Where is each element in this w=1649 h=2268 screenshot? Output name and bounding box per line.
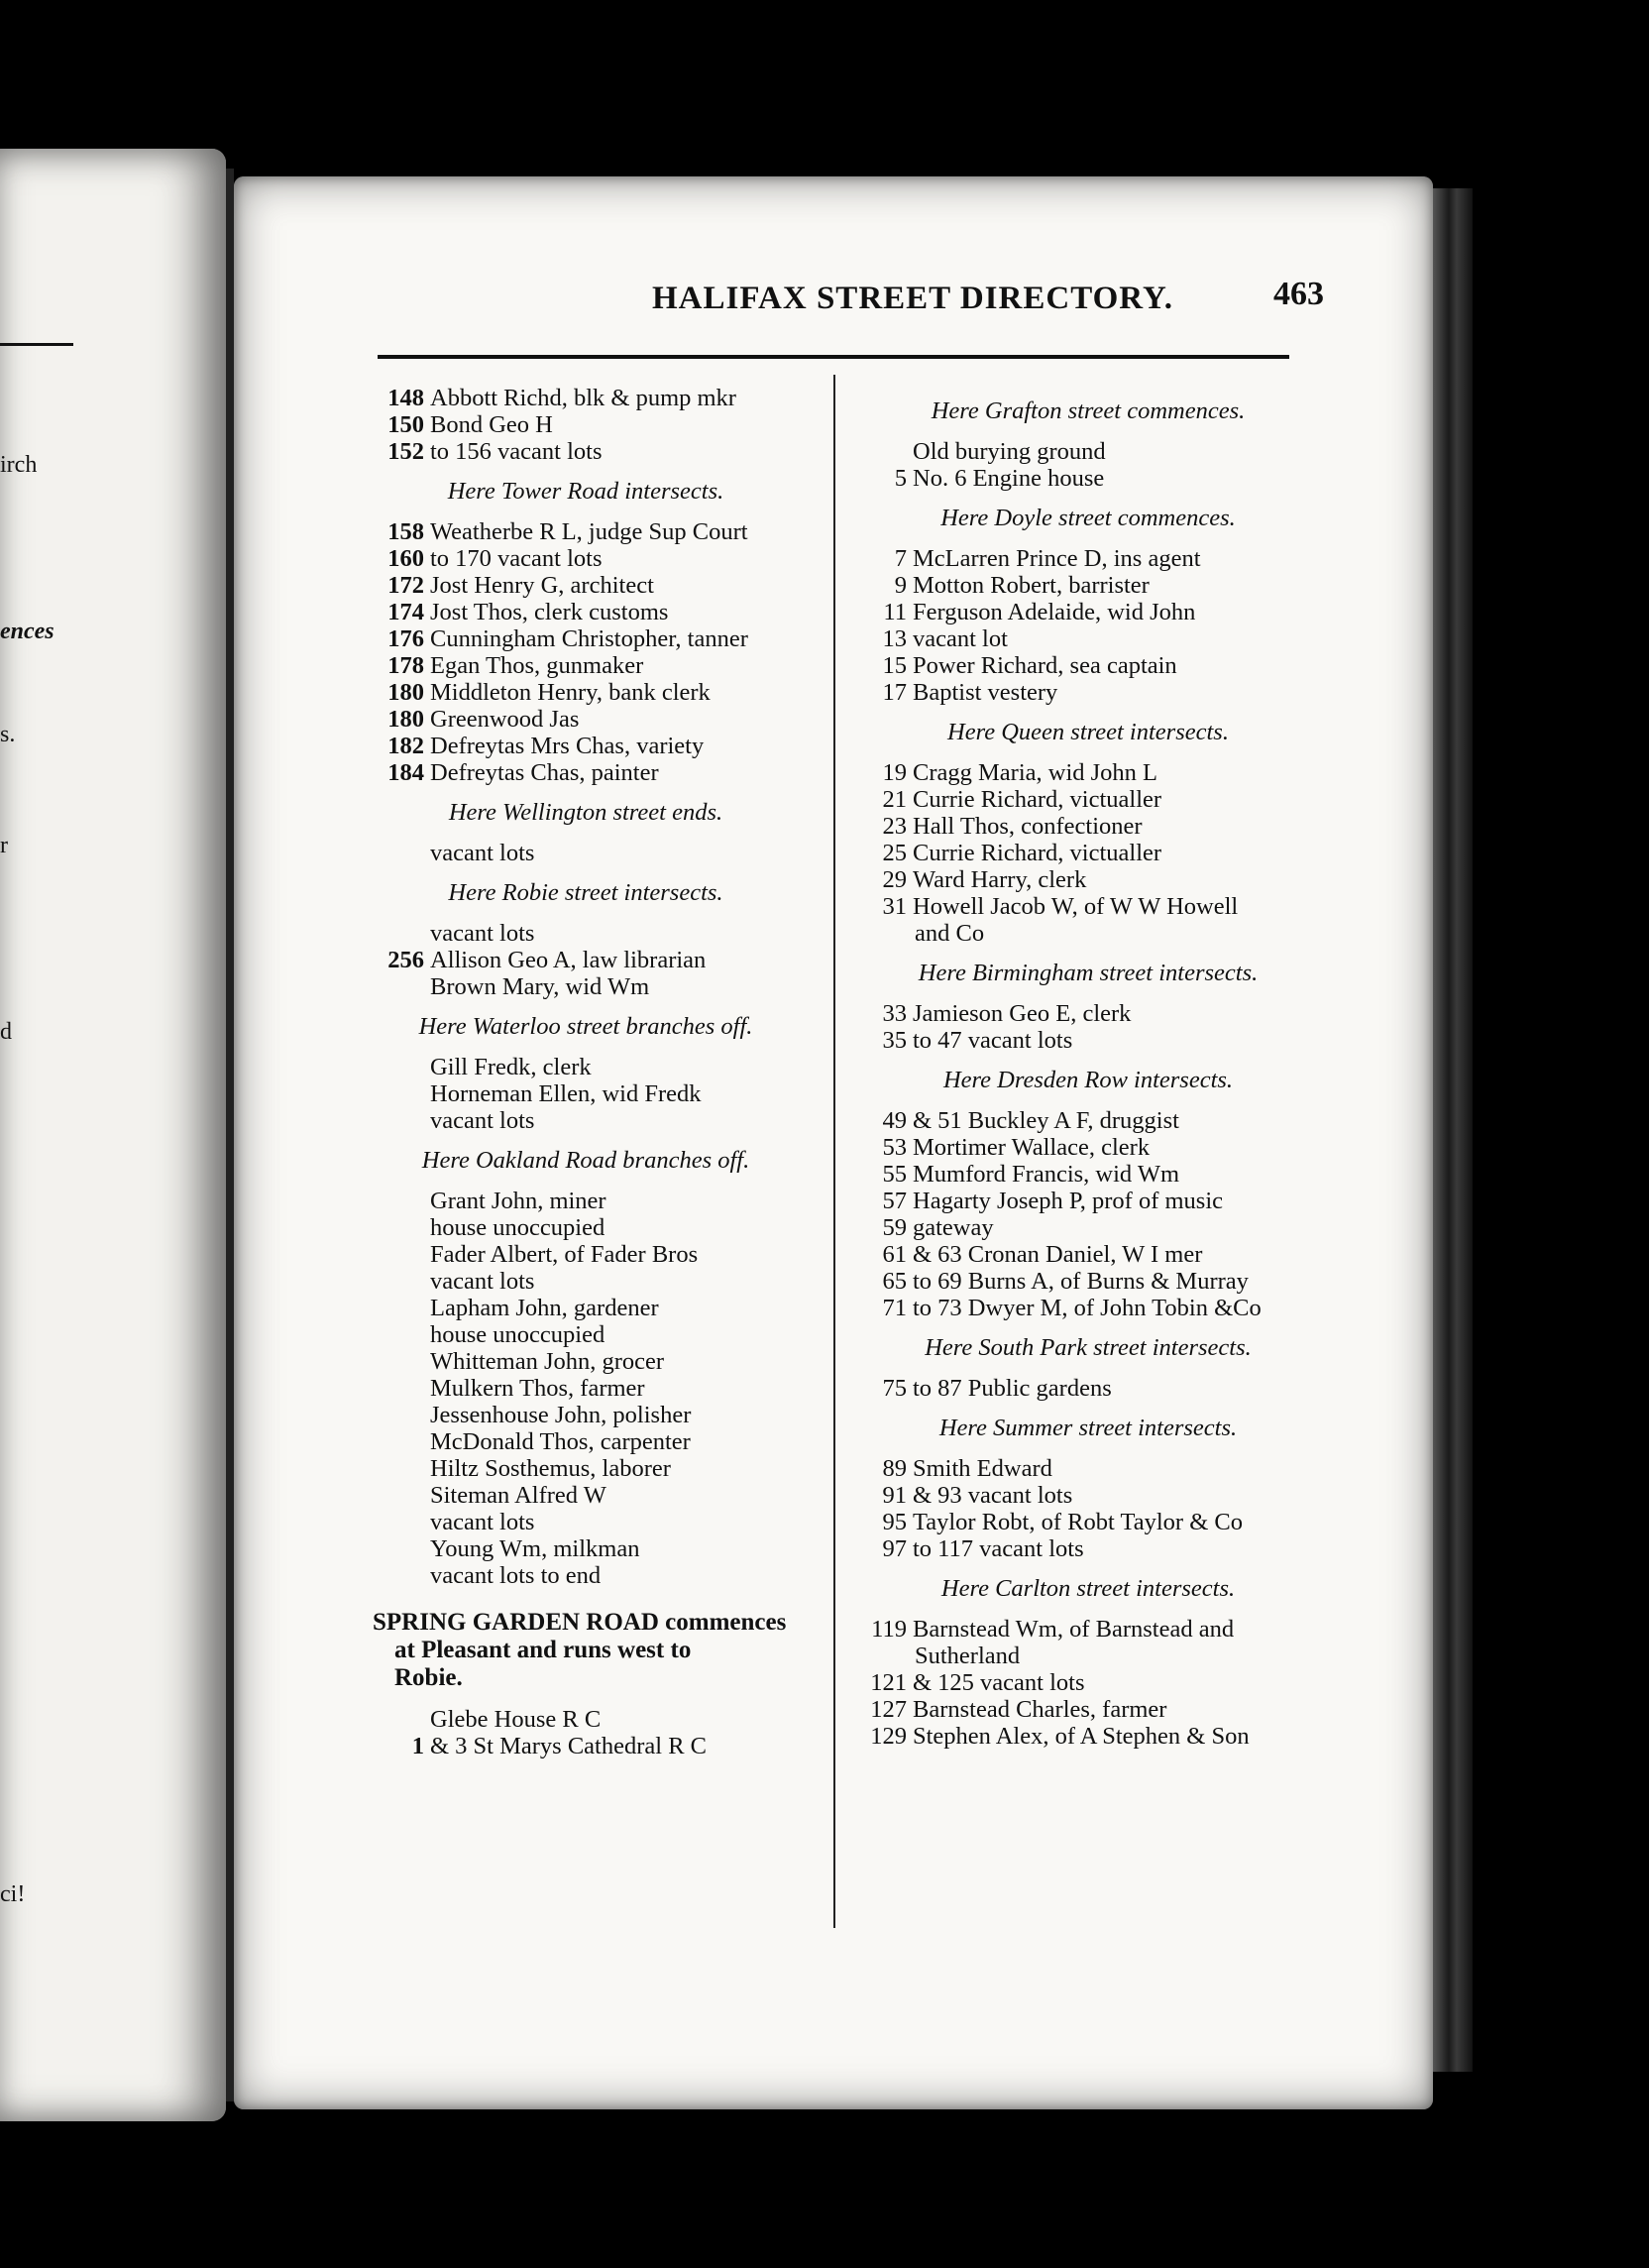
announcement-line: SPRING GARDEN ROAD commences: [373, 1609, 787, 1636]
directory-entry: [373, 518, 799, 545]
resident-name: Greenwood Jas: [430, 706, 580, 733]
directory-entry: [855, 545, 1321, 572]
directory-entry: [855, 1455, 1321, 1482]
directory-entry: Hiltz Sosthemus, laborer: [430, 1455, 671, 1482]
house-number: 184: [387, 759, 424, 786]
house-number: 65: [882, 1268, 907, 1295]
resident-name: to 47 vacant lots: [913, 1027, 1073, 1054]
resident-name: Egan Thos, gunmaker: [430, 652, 644, 679]
directory-entry: [373, 733, 799, 759]
left-column: [373, 385, 799, 1759]
directory-entry: [855, 1482, 1321, 1509]
directory-entry: [373, 411, 799, 438]
street-note: Here Robie street intersects.: [448, 879, 723, 906]
directory-entry: [855, 1616, 1321, 1643]
house-number: 23: [882, 813, 907, 840]
directory-entry: [373, 438, 799, 465]
resident-name: & 63 Cronan Daniel, W I mer: [913, 1241, 1203, 1268]
directory-entry: [373, 599, 799, 625]
directory-entry: [855, 652, 1321, 679]
directory-entry: [855, 1268, 1321, 1295]
directory-entry: house unoccupied: [430, 1214, 605, 1241]
resident-name: & 51 Buckley A F, druggist: [913, 1107, 1179, 1134]
house-number: 1: [411, 1733, 424, 1759]
street-note: Here Waterloo street branches off.: [418, 1013, 753, 1040]
directory-entry: [373, 759, 799, 786]
resident-name: Jost Thos, clerk customs: [430, 599, 669, 625]
directory-entry: [373, 947, 799, 973]
house-number: 119: [871, 1616, 907, 1643]
street-note: Here Tower Road intersects.: [447, 478, 724, 505]
house-number: 55: [882, 1161, 907, 1188]
house-number: 172: [387, 572, 424, 599]
resident-name: Hagarty Joseph P, prof of music: [913, 1188, 1224, 1214]
left-page-rule: [0, 343, 73, 346]
house-number: 150: [387, 411, 424, 438]
resident-name: Middleton Henry, bank clerk: [430, 679, 711, 706]
book-spine: [226, 169, 234, 2101]
directory-entry: [373, 679, 799, 706]
left-page-text-fragment: r: [0, 833, 8, 858]
house-number: 148: [387, 385, 424, 411]
directory-entry: [373, 652, 799, 679]
resident-name: Motton Robert, barrister: [913, 572, 1150, 599]
house-number: 59: [882, 1214, 907, 1241]
house-number: 97: [882, 1535, 907, 1562]
resident-name: Ward Harry, clerk: [913, 866, 1087, 893]
announcement-line: at Pleasant and runs west to: [394, 1637, 692, 1663]
left-page-text-fragment: ences: [0, 619, 55, 644]
resident-name: No. 6 Engine house: [913, 465, 1105, 492]
house-number: 95: [882, 1509, 907, 1535]
house-number: 174: [387, 599, 424, 625]
directory-entry: [855, 866, 1321, 893]
directory-entry: vacant lots to end: [430, 1562, 602, 1589]
resident-name: Currie Richard, victualler: [913, 840, 1162, 866]
directory-entry: [855, 1000, 1321, 1027]
house-number: 127: [870, 1696, 907, 1723]
house-number: 160: [387, 545, 424, 572]
house-number: 89: [882, 1455, 907, 1482]
directory-entry: Mulkern Thos, farmer: [430, 1375, 645, 1402]
street-note: Here Grafton street commences.: [931, 397, 1246, 424]
house-number: 33: [882, 1000, 907, 1027]
resident-name: Jamieson Geo E, clerk: [913, 1000, 1132, 1027]
directory-entry: [855, 1509, 1321, 1535]
resident-name: vacant lot: [913, 625, 1008, 652]
directory-entry: [373, 385, 799, 411]
house-number: 31: [882, 893, 907, 920]
directory-entry: [855, 893, 1321, 920]
house-number: 11: [883, 599, 907, 625]
house-number: 21: [882, 786, 907, 813]
house-number: 129: [870, 1723, 907, 1750]
directory-entry: [855, 1535, 1321, 1562]
directory-entry: [373, 625, 799, 652]
resident-name: Power Richard, sea captain: [913, 652, 1177, 679]
street-note: Here Birmingham street intersects.: [918, 960, 1259, 986]
column-divider: [833, 375, 835, 1928]
directory-entry: [855, 625, 1321, 652]
resident-name: Taylor Robt, of Robt Taylor & Co: [913, 1509, 1243, 1535]
house-number: 35: [882, 1027, 907, 1054]
left-page-text-fragment: ci!: [0, 1881, 26, 1907]
directory-entry: [855, 465, 1321, 492]
page-number: 463: [1273, 276, 1324, 312]
street-announcement: [373, 1609, 838, 1692]
resident-name: Barnstead Charles, farmer: [913, 1696, 1167, 1723]
resident-name: Cragg Maria, wid John L: [913, 759, 1157, 786]
house-number: 71: [882, 1295, 907, 1321]
resident-name: & 3 St Marys Cathedral R C: [430, 1733, 708, 1759]
right-column: [855, 385, 1321, 1750]
house-number: 176: [387, 625, 424, 652]
resident-name: Smith Edward: [913, 1455, 1052, 1482]
directory-entry: vacant lots: [430, 840, 535, 866]
house-number: 25: [882, 840, 907, 866]
resident-name: Weatherbe R L, judge Sup Court: [430, 518, 748, 545]
resident-name: Allison Geo A, law librarian: [430, 947, 707, 973]
street-note: Here South Park street intersects.: [925, 1334, 1252, 1361]
directory-entry: [855, 1134, 1321, 1161]
directory-entry: [855, 1375, 1321, 1402]
house-number: 15: [882, 652, 907, 679]
resident-name: Jost Henry G, architect: [430, 572, 654, 599]
directory-entry: Lapham John, gardener: [430, 1295, 659, 1321]
resident-name: McLarren Prince D, ins agent: [913, 545, 1201, 572]
street-note: Here Carlton street intersects.: [940, 1575, 1236, 1602]
street-note: Here Summer street intersects.: [938, 1415, 1238, 1441]
left-page-fragment: [0, 149, 226, 2121]
resident-name: & 125 vacant lots: [913, 1669, 1085, 1696]
street-note: Here Queen street intersects.: [947, 719, 1229, 745]
resident-name: Bond Geo H: [430, 411, 553, 438]
house-number: 256: [387, 947, 424, 973]
house-number: 9: [894, 572, 907, 599]
resident-name: to 117 vacant lots: [913, 1535, 1084, 1562]
directory-entry: Fader Albert, of Fader Bros: [430, 1241, 699, 1268]
directory-entry: vacant lots: [430, 920, 535, 947]
resident-name: & 93 vacant lots: [913, 1482, 1073, 1509]
house-number: 17: [882, 679, 907, 706]
resident-name: to 170 vacant lots: [430, 545, 603, 572]
house-number: 49: [882, 1107, 907, 1134]
directory-entry-continuation: Sutherland: [915, 1643, 1021, 1669]
directory-entry: house unoccupied: [430, 1321, 605, 1348]
directory-entry: Glebe House R C: [430, 1706, 602, 1733]
directory-entry: [855, 599, 1321, 625]
resident-name: Baptist vestery: [913, 679, 1058, 706]
house-number: 57: [882, 1188, 907, 1214]
resident-name: Defreytas Mrs Chas, variety: [430, 733, 705, 759]
house-number: 61: [882, 1241, 907, 1268]
house-number: 5: [894, 465, 907, 492]
house-number: 180: [387, 706, 424, 733]
announcement-line: Robie.: [394, 1664, 463, 1691]
directory-entry: vacant lots: [430, 1268, 535, 1295]
house-number: 178: [387, 652, 424, 679]
directory-entry: Gill Fredk, clerk: [430, 1054, 592, 1080]
directory-entry: [855, 1723, 1321, 1750]
page-edge: [1433, 188, 1473, 2072]
directory-entry: [855, 840, 1321, 866]
resident-name: Ferguson Adelaide, wid John: [913, 599, 1196, 625]
directory-entry: [373, 1733, 799, 1759]
directory-entry: [855, 786, 1321, 813]
directory-entry-continuation: and Co: [915, 920, 985, 947]
resident-name: to 87 Public gardens: [913, 1375, 1112, 1402]
street-note: Here Wellington street ends.: [448, 799, 723, 826]
house-number: 158: [387, 518, 424, 545]
resident-name: Abbott Richd, blk & pump mkr: [430, 385, 736, 411]
directory-entry: vacant lots: [430, 1509, 535, 1535]
house-number: 152: [387, 438, 424, 465]
directory-entry: vacant lots: [430, 1107, 535, 1134]
resident-name: gateway: [913, 1214, 994, 1241]
directory-entry: [855, 1161, 1321, 1188]
directory-page: [234, 176, 1433, 2109]
page-title: HALIFAX STREET DIRECTORY.: [651, 281, 1173, 316]
directory-entry: [373, 545, 799, 572]
house-number: 29: [882, 866, 907, 893]
left-page-text-fragment: irch: [0, 452, 38, 478]
directory-entry: [855, 1214, 1321, 1241]
resident-name: to 73 Dwyer M, of John Tobin &Co: [913, 1295, 1262, 1321]
house-number: 180: [387, 679, 424, 706]
resident-name: Currie Richard, victualler: [913, 786, 1162, 813]
directory-entry: [855, 1295, 1321, 1321]
house-number: 53: [882, 1134, 907, 1161]
directory-entry: [855, 572, 1321, 599]
house-number: 13: [882, 625, 907, 652]
street-note: Here Doyle street commences.: [940, 505, 1236, 531]
resident-name: Mortimer Wallace, clerk: [913, 1134, 1151, 1161]
directory-entry: Young Wm, milkman: [430, 1535, 640, 1562]
house-number: 19: [882, 759, 907, 786]
directory-entry: [855, 1107, 1321, 1134]
directory-entry: [855, 1027, 1321, 1054]
resident-name: Stephen Alex, of A Stephen & Son: [913, 1723, 1250, 1750]
directory-entry: [855, 1696, 1321, 1723]
directory-entry: McDonald Thos, carpenter: [430, 1428, 691, 1455]
directory-entry: [855, 1188, 1321, 1214]
house-number: 7: [894, 545, 907, 572]
directory-entry: [855, 679, 1321, 706]
directory-entry: [855, 813, 1321, 840]
left-page-text-fragment: s.: [0, 722, 16, 747]
directory-entry: [373, 706, 799, 733]
directory-entry: Grant John, miner: [430, 1188, 606, 1214]
resident-name: Cunningham Christopher, tanner: [430, 625, 748, 652]
house-number: 91: [882, 1482, 907, 1509]
resident-name: Defreytas Chas, painter: [430, 759, 659, 786]
directory-entry: Brown Mary, wid Wm: [430, 973, 650, 1000]
resident-name: Mumford Francis, wid Wm: [913, 1161, 1180, 1188]
resident-name: to 156 vacant lots: [430, 438, 603, 465]
house-number: 182: [387, 733, 424, 759]
resident-name: Hall Thos, confectioner: [913, 813, 1143, 840]
directory-entry: Horneman Ellen, wid Fredk: [430, 1080, 702, 1107]
street-note: Here Oakland Road branches off.: [421, 1147, 750, 1174]
resident-name: to 69 Burns A, of Burns & Murray: [913, 1268, 1249, 1295]
directory-entry: Whitteman John, grocer: [430, 1348, 665, 1375]
left-page-text-fragment: d: [0, 1019, 12, 1045]
resident-name: Howell Jacob W, of W W Howell: [913, 893, 1239, 920]
street-note: Here Dresden Row intersects.: [942, 1067, 1234, 1093]
directory-entry: [373, 572, 799, 599]
header-rule: [378, 355, 1289, 359]
directory-entry: Siteman Alfred W: [430, 1482, 606, 1509]
house-number: 121: [870, 1669, 907, 1696]
directory-entry: [855, 759, 1321, 786]
house-number: 75: [882, 1375, 907, 1402]
directory-entry: [855, 1241, 1321, 1268]
directory-entry: Old burying ground: [913, 438, 1106, 465]
directory-entry: [855, 1669, 1321, 1696]
resident-name: Barnstead Wm, of Barnstead and: [913, 1616, 1235, 1643]
directory-entry: Jessenhouse John, polisher: [430, 1402, 692, 1428]
